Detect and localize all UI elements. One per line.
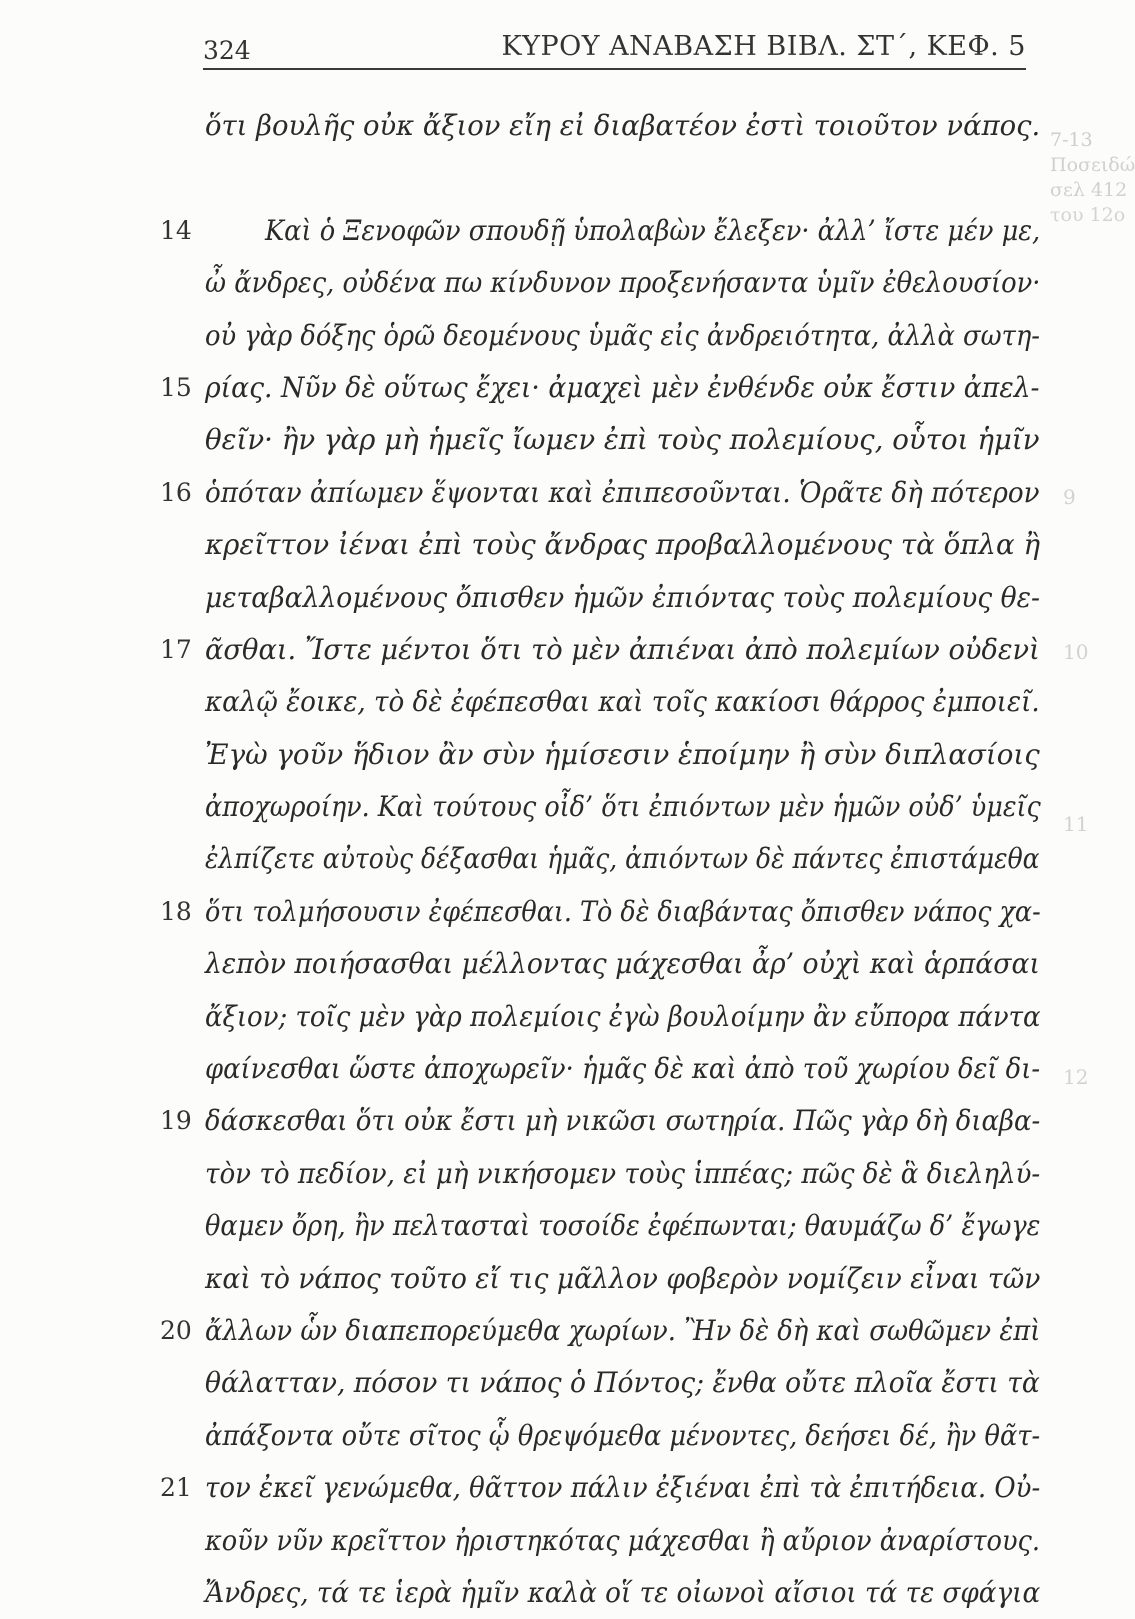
section-number: 20 xyxy=(160,1315,192,1345)
text-line xyxy=(160,1253,1060,1305)
line-text: τον ἐκεῖ γενώμεθα, θᾶττον πάλιν ἐξιέναι ἐπὶ τὰ ἐπιτήδεια. Οὐ- xyxy=(205,1471,1041,1505)
running-head: ΚΥΡΟΥ ΑΝΑΒΑΣΗ ΒΙΒΛ. ΣΤ΄, ΚΕΦ. 5 xyxy=(501,31,1026,62)
text-line xyxy=(160,1095,1060,1147)
text-line xyxy=(160,152,1060,204)
text-line xyxy=(160,1357,1060,1409)
bleed-through-number: 9 xyxy=(1063,485,1076,509)
text-line xyxy=(160,1148,1060,1200)
line-text: ὅτι βουλῆς οὐκ ἄξιον εἴη εἰ διαβατέον ἐστὶ τοιοῦτον νάπος. xyxy=(205,109,1041,142)
header-rule xyxy=(203,68,1026,70)
line-text: ἐλπίζετε αὐτοὺς δέξασθαι ἡμᾶς, ἀπιόντων δὲ πάντες ἐπιστάμεθα xyxy=(205,842,1040,876)
text-line xyxy=(160,624,1060,676)
bleed-through-margin: 7-13 Ποσειδώ σελ 412 του 12ο xyxy=(1050,129,1135,226)
line-text: κοῦν νῦν κρεῖττον ἠριστηκότας μάχεσθαι ἢ αὔριον ἀναρίστους. xyxy=(205,1523,1040,1557)
line-text: φαίνεσθαι ὥστε ἀποχωρεῖν· ἡμᾶς δὲ καὶ ἀπὸ τοῦ χωρίου δεῖ δι- xyxy=(205,1052,1041,1086)
line-text: ἄξιον; τοῖς μὲν γὰρ πολεμίοις ἐγὼ βουλοίμην ἂν εὔπορα πάντα xyxy=(205,999,1041,1033)
text-line xyxy=(160,205,1060,257)
text-line xyxy=(160,257,1060,309)
line-text: Ἄνδρες, τά τε ἱερὰ ἡμῖν καλὰ οἵ τε οἰωνοὶ αἴσιοι τά τε σφάγια xyxy=(205,1575,1041,1609)
section-number: 18 xyxy=(160,896,192,926)
line-text: θαμεν ὄρη, ἢν πελτασταὶ τοσοίδε ἐφέπωνται; θαυμάζω δ’ ἔγωγε xyxy=(205,1209,1041,1243)
text-line xyxy=(160,519,1060,571)
line-text: ὦ ἄνδρες, οὐδένα πω κίνδυνον προξενήσαντα ὑμῖν ἐθελουσίον· xyxy=(205,266,1041,300)
text-line xyxy=(160,1462,1060,1514)
bleed-through-number: 10 xyxy=(1063,640,1089,664)
line-text: Ἐγὼ γοῦν ἥδιον ἂν σὺν ἡμίσεσιν ἑποίμην ἢ σὺν διπλασίοις xyxy=(205,737,1040,771)
line-text: καὶ τὸ νάπος τοῦτο εἴ τις μᾶλλον φοβερὸν νομίζειν εἶναι τῶν xyxy=(205,1261,1041,1295)
text-line xyxy=(160,1305,1060,1357)
line-text: δάσκεσθαι ὅτι οὐκ ἔστι μὴ νικῶσι σωτηρία. Πῶς γὰρ δὴ διαβα- xyxy=(205,1104,1041,1138)
section-number: 14 xyxy=(160,215,192,245)
greek-text-body xyxy=(160,100,1060,1619)
line-text: θεῖν· ἢν γὰρ μὴ ἡμεῖς ἴωμεν ἐπὶ τοὺς πολεμίους, οὗτοι ἡμῖν xyxy=(205,423,1040,457)
line-text: Καὶ ὁ Ξενοφῶν σπουδῇ ὑπολαβὼν ἔλεξεν· ἀλλ’ ἴστε μέν με, xyxy=(265,213,1041,247)
page-header xyxy=(203,28,1026,68)
text-line xyxy=(160,938,1060,990)
text-line xyxy=(160,781,1060,833)
text-line xyxy=(160,1515,1060,1567)
line-text: μεταβαλλομένους ὄπισθεν ἡμῶν ἐπιόντας τοὺς πολεμίους θε- xyxy=(205,580,1040,614)
text-line xyxy=(160,729,1060,781)
section-number: 19 xyxy=(160,1106,192,1136)
line-text: λεπὸν ποιήσασθαι μέλλοντας μάχεσθαι ἆρ’ οὐχὶ καὶ ἁρπάσαι xyxy=(205,947,1040,981)
text-line xyxy=(160,414,1060,466)
line-text: θάλατταν, πόσον τι νάπος ὁ Πόντος; ἔνθα οὔτε πλοῖα ἔστι τὰ xyxy=(205,1366,1040,1400)
text-line xyxy=(160,572,1060,624)
text-line xyxy=(160,833,1060,885)
line-text: ρίας. Νῦν δὲ οὕτως ἔχει· ἀμαχεὶ μὲν ἐνθένδε οὐκ ἔστιν ἀπελ- xyxy=(205,370,1040,404)
bleed-through-number: 11 xyxy=(1063,812,1089,836)
text-line xyxy=(160,1410,1060,1462)
section-number: 16 xyxy=(160,477,192,507)
line-text: τὸν τὸ πεδίον, εἰ μὴ νικήσομεν τοὺς ἱππέας; πῶς δὲ ἃ διεληλύ- xyxy=(205,1156,1041,1190)
text-line xyxy=(160,1043,1060,1095)
text-line xyxy=(160,467,1060,519)
text-line xyxy=(160,362,1060,414)
text-line xyxy=(160,100,1060,152)
line-text: ὅτι τολμήσουσιν ἐφέπεσθαι. Τὸ δὲ διαβάντας ὄπισθεν νάπος χα- xyxy=(205,894,1041,928)
line-text: ἄλλων ὧν διαπεπορεύμεθα χωρίων. Ἢν δὲ δὴ καὶ σωθῶμεν ἐπὶ xyxy=(205,1313,1041,1347)
text-line xyxy=(160,1200,1060,1252)
line-text: ἀποχωροίην. Καὶ τούτους οἶδ’ ὅτι ἐπιόντων μὲν ἡμῶν οὐδ’ ὑμεῖς xyxy=(205,790,1041,824)
line-text: ὁπόταν ἀπίωμεν ἕψονται καὶ ἐπιπεσοῦνται. Ὁρᾶτε δὴ πότερον xyxy=(205,475,1040,509)
line-text: κρεῖττον ἰέναι ἐπὶ τοὺς ἄνδρας προβαλλομένους τὰ ὅπλα ἢ xyxy=(205,528,1041,562)
section-number: 17 xyxy=(160,634,192,664)
text-line xyxy=(160,1567,1060,1619)
page-number: 324 xyxy=(203,36,251,65)
line-text: ἀπάξοντα οὔτε σῖτος ᾧ θρεψόμεθα μένοντες, δεήσει δέ, ἢν θᾶτ- xyxy=(205,1418,1041,1452)
line-text: ᾶσθαι. Ἴστε μέντοι ὅτι τὸ μὲν ἀπιέναι ἀπὸ πολεμίων οὐδενὶ xyxy=(205,632,1040,666)
text-line xyxy=(160,991,1060,1043)
bleed-through-number: 12 xyxy=(1063,1065,1089,1089)
text-line xyxy=(160,886,1060,938)
line-text: οὐ γὰρ δόξης ὁρῶ δεομένους ὑμᾶς εἰς ἀνδρειότητα, ἀλλὰ σωτη- xyxy=(205,318,1040,352)
text-line xyxy=(160,310,1060,362)
section-number: 21 xyxy=(160,1473,192,1503)
section-number: 15 xyxy=(160,372,192,402)
text-line xyxy=(160,676,1060,728)
line-text: καλῷ ἔοικε, τὸ δὲ ἐφέπεσθαι καὶ τοῖς κακίοσι θάρρος ἐμποιεῖ. xyxy=(205,685,1040,719)
